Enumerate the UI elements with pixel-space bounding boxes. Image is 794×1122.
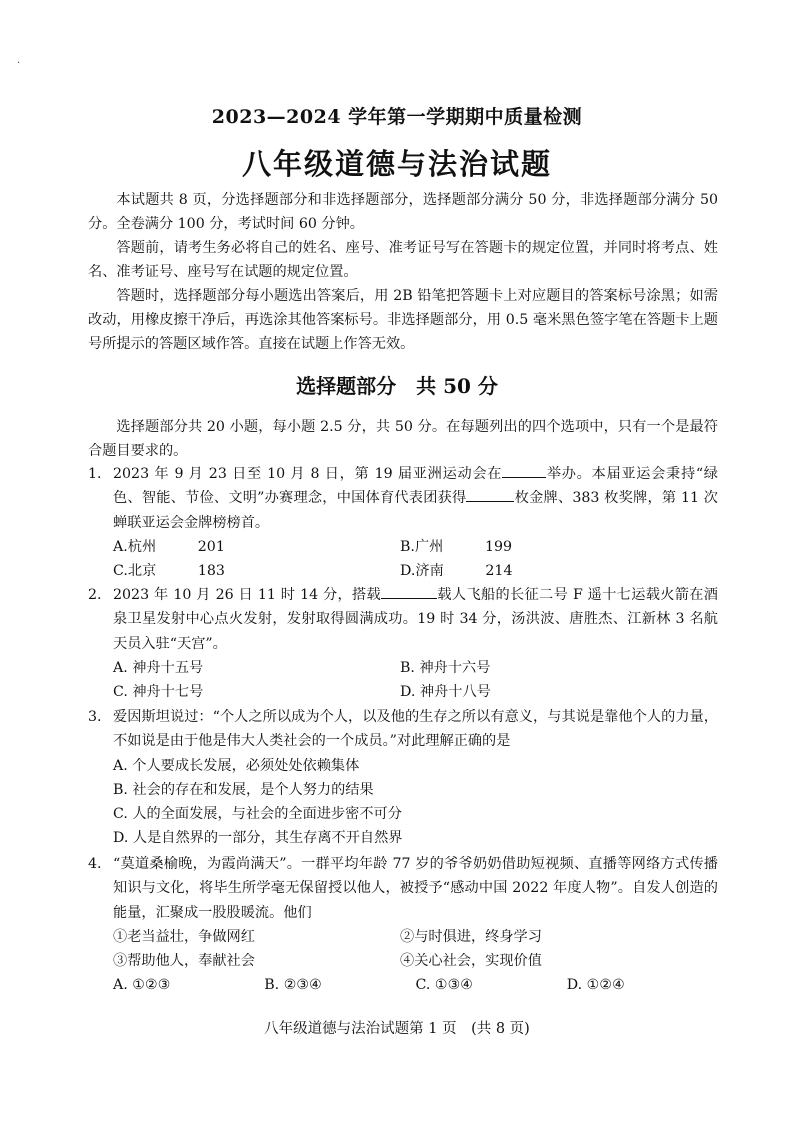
answer-blank <box>381 584 437 599</box>
option-d: D. ①②④ <box>566 977 625 994</box>
option-a: A. ①②③ <box>113 977 171 994</box>
statement-3: ③帮助他人，奉献社会 <box>113 953 255 970</box>
statement-2: ②与时俱进，终身学习 <box>400 928 542 945</box>
question-number: 2. <box>88 587 102 603</box>
question-4 <box>88 852 718 998</box>
option-d: D.济南 214 <box>400 563 513 580</box>
instruction-paragraph: 答题前，请考生务必将自己的姓名、座号、准考证号写在答题卡的规定位置，并同时将考点、姓名、准考证号、座号写在试题的规定位置。 <box>88 240 718 280</box>
option-b: B. 神舟十六号 <box>400 659 491 676</box>
question-3 <box>88 705 718 851</box>
statement-items <box>88 925 718 998</box>
statement-1: ①老当益壮，争做网红 <box>113 928 255 945</box>
option-d: D. 人是自然界的一部分，其生存离不开自然界 <box>113 830 403 847</box>
answer-blank <box>502 463 546 478</box>
instruction-paragraph: 本试题共 8 页，分选择题部分和非选择题部分，选择题部分满分 50 分，非选择题部分满分 50 分。全卷满分 100 分，考试时间 60 分钟。 <box>88 192 718 232</box>
option-a: A. 个人要成长发展，必须处处依赖集体 <box>113 757 360 774</box>
question-number: 3. <box>88 709 102 725</box>
question-1 <box>88 462 718 583</box>
scan-speck: · <box>17 58 21 69</box>
page-footer: 八年级道德与法治试题第 1 页 (共 8 页) <box>264 1021 530 1037</box>
option-c: C. 神舟十七号 <box>113 684 204 701</box>
question-stem: 2. 2023 年 10 月 26 日 11 时 14 分，搭载 载人飞船的长征二号 F 遥十七运载火箭在酒泉卫星发射中心点火发射，发射取得圆满成功。19 时 34 分，汤洪波、唐胜杰、江新林 3 名航天员入驻“天宫”。 <box>88 583 718 656</box>
option-d: D. 神舟十八号 <box>400 684 491 701</box>
options <box>88 754 718 851</box>
question-stem: 3. 爱因斯坦说过：“个人之所以成为个人，以及他的生存之所以有意义，与其说是靠他个人的力量，不如说是由于他是伟大人类社会的一个成员。”对此理解正确的是 <box>88 705 718 754</box>
instruction-paragraph: 答题时，选择题部分每小题选出答案后，用 2B 铅笔把答题卡上对应题目的答案标号涂黑；如需改动，用橡皮擦干净后，再选涂其他答案标号。非选择题部分，用 0.5 毫米黑色签字笔在答题卡上题号所提示的答题区域作答。直接在试题上作答无效。 <box>88 288 718 352</box>
question-stem: 4. “莫道桑榆晚，为霞尚满天”。一群平均年龄 77 岁的爷爷奶奶借助短视频、直播等网络方式传播知识与文化，将毕生所学毫无保留授以他人，被授予“感动中国 2022 年度人物”。自发人创造的能量，汇聚成一股股暖流。他们 <box>88 852 718 925</box>
option-b: B. 社会的存在和发展，是个人努力的结果 <box>113 781 374 798</box>
option-b: B. ②③④ <box>264 977 322 994</box>
options <box>88 656 718 705</box>
option-a: A. 神舟十五号 <box>113 659 204 676</box>
question-stem: 1. 2023 年 9 月 23 日至 10 月 8 日，第 19 届亚洲运动会在 举办。本届亚运会秉持“绿色、智能、节俭、文明”办赛理念，中国体育代表团获得 枚金牌、383 枚奖牌，第 11 次蝉联亚运会金牌榜榜首。 <box>88 462 718 535</box>
exam-subject-title: 八年级道德与法治试题 <box>241 147 552 181</box>
option-c: C. ①③④ <box>415 977 474 994</box>
option-c: C. 人的全面发展，与社会的全面进步密不可分 <box>113 806 402 823</box>
exam-term-title: 2023—2024 学年第一学期期中质量检测 <box>211 106 583 128</box>
instructions <box>88 188 718 356</box>
section-title: 选择题部分 共 50 分 <box>296 374 498 398</box>
statement-4: ④关心社会，实现价值 <box>400 953 542 970</box>
option-c: C.北京 183 <box>113 563 225 580</box>
question-2 <box>88 583 718 704</box>
options <box>88 535 718 584</box>
answer-blank <box>466 487 514 502</box>
option-b: B.广州 199 <box>400 538 513 555</box>
section-note: 选择题部分共 20 小题，每小题 2.5 分，共 50 分。在每题列出的四个选项中，只有一个是最符合题目要求的。 <box>88 419 718 459</box>
question-number: 4. <box>88 856 102 872</box>
option-a: A.杭州 201 <box>113 538 225 555</box>
question-number: 1. <box>88 466 102 482</box>
